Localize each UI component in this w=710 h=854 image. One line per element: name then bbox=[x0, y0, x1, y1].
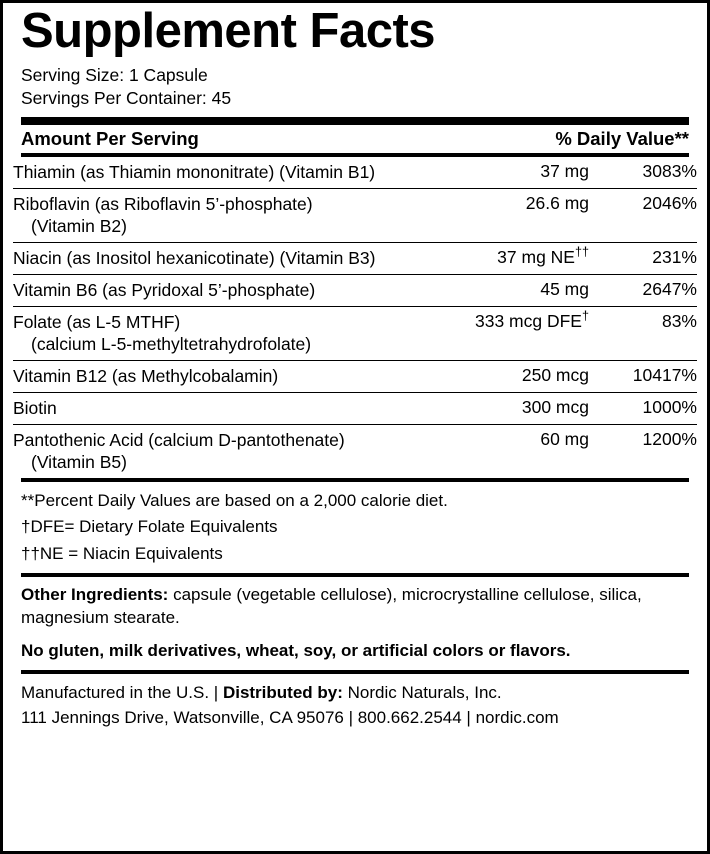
nutrient-name: Vitamin B12 (as Methylcobalamin) bbox=[13, 366, 279, 387]
nutrient-dv: 231% bbox=[652, 247, 697, 268]
nutrient-amount: 250 mcg bbox=[521, 365, 589, 386]
nutrient-dv-cell bbox=[589, 274, 697, 306]
nutrient-amount-cell bbox=[439, 188, 589, 243]
nutrient-dv-cell bbox=[589, 188, 697, 243]
table-row bbox=[13, 243, 697, 275]
nutrient-amount-cell bbox=[439, 361, 589, 393]
divider-thick-top bbox=[21, 117, 689, 125]
nutrient-name: Folate (as L-5 MTHF) bbox=[13, 311, 181, 332]
nutrient-name: Niacin (as Inositol hexanicotinate) (Vitamin B3) bbox=[13, 248, 376, 269]
nutrient-name-cell bbox=[13, 243, 439, 275]
table-row bbox=[13, 361, 697, 393]
nutrient-dv: 1000% bbox=[642, 396, 697, 417]
footnote-daily-value: **Percent Daily Values are based on a 2,000 calorie diet. bbox=[21, 491, 448, 511]
serving-size-line: Serving Size: 1 Capsule bbox=[21, 65, 208, 85]
other-ingredients bbox=[13, 577, 697, 634]
nutrient-dv-cell bbox=[589, 243, 697, 275]
distributed-label: Distributed by: bbox=[222, 683, 343, 703]
nutrient-dv: 3083% bbox=[642, 160, 697, 181]
nutrient-amount: 37 mg NE bbox=[497, 247, 575, 268]
distributed-value: Nordic Naturals, Inc. bbox=[347, 683, 502, 703]
nutrient-name-sub: (calcium L-5-methyltetrahydrofolate) bbox=[31, 334, 312, 355]
manufacturer-line bbox=[21, 681, 689, 706]
table-row bbox=[13, 274, 697, 306]
footnote-ne: ††NE = Niacin Equivalents bbox=[21, 543, 223, 563]
nutrient-name-cell bbox=[13, 424, 439, 478]
nutrient-name-cell bbox=[13, 361, 439, 393]
nutrient-dv: 2046% bbox=[642, 192, 697, 213]
nutrient-name-cell bbox=[13, 157, 439, 188]
nutrient-amount-cell bbox=[439, 306, 589, 361]
nutrient-name: Biotin bbox=[13, 397, 57, 418]
manufactured-label: Manufactured in the U.S. bbox=[21, 683, 210, 703]
nutrient-table bbox=[13, 157, 697, 478]
footnote-marker-ne: †† bbox=[574, 245, 589, 260]
allergen-free-claim: No gluten, milk derivatives, wheat, soy, or artificial colors or flavors. bbox=[21, 641, 571, 661]
nutrient-name-cell bbox=[13, 306, 439, 361]
column-header-daily-value: % Daily Value** bbox=[555, 127, 689, 149]
nutrient-amount: 60 mg bbox=[540, 428, 589, 449]
nutrient-name-cell bbox=[13, 188, 439, 243]
nutrient-name-cell bbox=[13, 274, 439, 306]
footnotes bbox=[13, 482, 697, 573]
nutrient-name: Vitamin B6 (as Pyridoxal 5’-phosphate) bbox=[13, 279, 316, 300]
nutrient-dv-cell bbox=[589, 424, 697, 478]
nutrient-name: Pantothenic Acid (calcium D-pantothenate) bbox=[13, 429, 345, 450]
nutrient-dv-cell bbox=[589, 392, 697, 424]
nutrient-amount: 37 mg bbox=[540, 160, 589, 181]
nutrient-dv: 83% bbox=[661, 310, 697, 331]
nutrient-amount-cell bbox=[439, 424, 589, 478]
nutrient-name: Thiamin (as Thiamin mononitrate) (Vitamin B1) bbox=[13, 161, 376, 182]
nutrient-amount-cell bbox=[439, 274, 589, 306]
address-line: 111 Jennings Drive, Watsonville, CA 95076 | 800.662.2544 | nordic.com bbox=[21, 707, 559, 727]
nutrient-name-sub: (Vitamin B5) bbox=[31, 452, 127, 473]
nutrient-amount-cell bbox=[439, 243, 589, 275]
manufacturer-info bbox=[13, 674, 697, 734]
footnote-dfe: †DFE= Dietary Folate Equivalents bbox=[21, 517, 278, 537]
footnote-marker-dfe: † bbox=[581, 308, 589, 323]
nutrient-amount-cell bbox=[439, 157, 589, 188]
nutrient-name: Riboflavin (as Riboflavin 5’-phosphate) bbox=[13, 193, 313, 214]
nutrient-dv: 1200% bbox=[642, 428, 697, 449]
column-header-amount: Amount Per Serving bbox=[21, 127, 199, 149]
nutrient-amount-cell bbox=[439, 392, 589, 424]
nutrient-dv: 10417% bbox=[632, 365, 697, 386]
separator: | bbox=[213, 683, 219, 703]
table-row bbox=[13, 157, 697, 188]
table-row bbox=[13, 392, 697, 424]
table-row bbox=[13, 424, 697, 478]
panel-inner bbox=[3, 3, 707, 734]
table-row bbox=[13, 188, 697, 243]
nutrient-name-sub: (Vitamin B2) bbox=[31, 216, 127, 237]
other-ingredients-value: capsule (vegetable cellulose), microcrystalline cellulose, silica, magnesium stearate. bbox=[21, 585, 642, 628]
nutrient-amount: 300 mcg bbox=[521, 396, 589, 417]
servings-per-container-line: Servings Per Container: 45 bbox=[21, 88, 232, 109]
table-column-headers bbox=[13, 125, 697, 153]
nutrient-dv-cell bbox=[589, 306, 697, 361]
nutrient-amount: 45 mg bbox=[540, 278, 589, 299]
nutrient-amount: 333 mcg DFE bbox=[475, 310, 582, 331]
page-title: Supplement Facts bbox=[21, 4, 436, 58]
other-ingredients-label: Other Ingredients: bbox=[21, 585, 169, 605]
nutrient-dv-cell bbox=[589, 361, 697, 393]
nutrient-amount: 26.6 mg bbox=[525, 192, 589, 213]
nutrient-dv-cell bbox=[589, 157, 697, 188]
serving-info bbox=[13, 58, 697, 115]
table-row bbox=[13, 306, 697, 361]
nutrient-name-cell bbox=[13, 392, 439, 424]
nutrient-dv: 2647% bbox=[642, 278, 697, 299]
